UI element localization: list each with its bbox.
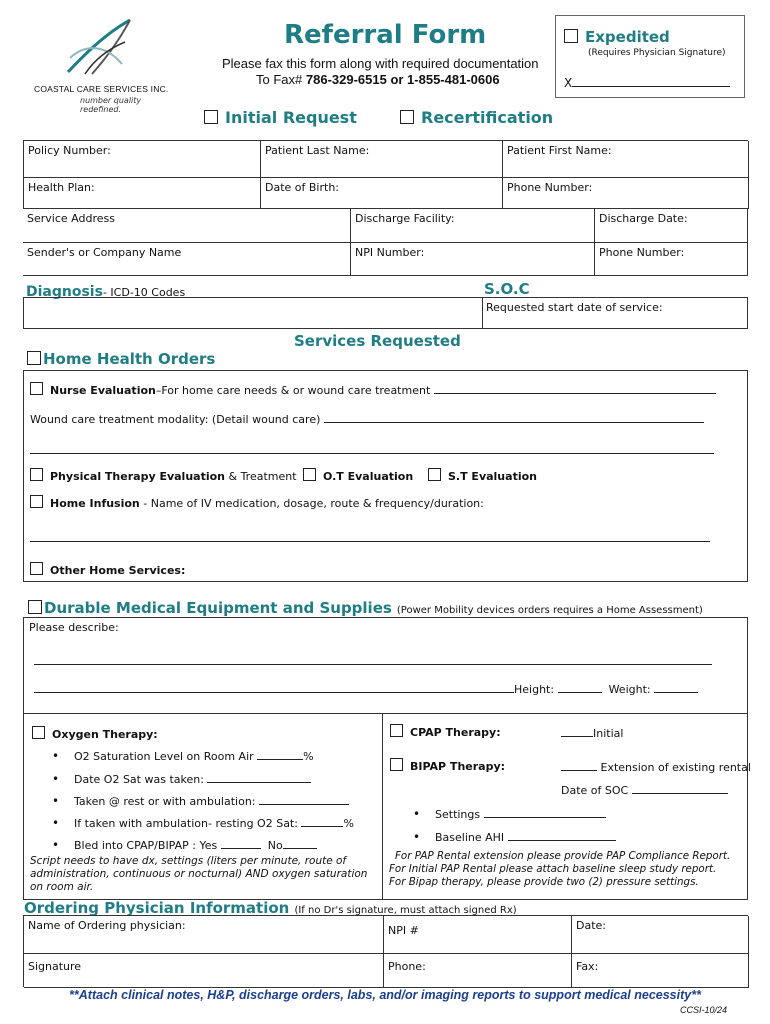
cpap-settings-field[interactable] [484,817,606,818]
cpap-therapy-label: CPAP Therapy: [410,726,501,739]
o2-room-air-label: O2 Saturation Level on Room Air [74,750,254,763]
cpap-settings-label: Settings [435,808,481,821]
height-label: Height: [514,683,555,696]
pap-notes [389,850,730,889]
o2-date-field[interactable] [207,782,311,783]
physician-name-label: Name of Ordering physician: [28,919,186,932]
company-tagline: number quality redefined. [80,96,142,114]
dme-heading [28,598,703,617]
recertification-label: Recertification [421,108,554,127]
expedited-option[interactable] [564,28,670,46]
policy-number-label: Policy Number: [28,144,111,157]
dme-describe-label: Please describe: [29,621,119,634]
discharge-date-field[interactable] [595,209,748,243]
expedited-box [555,15,745,98]
sender-info-table [23,208,748,275]
company-logo [30,14,170,114]
pap-note-1: For PAP Rental extension please provide PAP Compliance Report. [395,850,731,862]
baseline-ahi-label: Baseline AHI [435,831,505,844]
recertification-checkbox[interactable] [400,110,414,124]
fax-instructions: Please fax this form along with required documentation [222,56,539,71]
o2-room-air-percent: % [303,750,314,763]
expedited-label: Expedited [585,28,670,46]
oxygen-therapy-option[interactable] [32,726,158,741]
bipap-therapy-option[interactable] [390,758,505,773]
bled-no-field[interactable] [283,848,317,849]
cpap-extension-field[interactable] [561,770,597,771]
diagnosis-sub: - ICD-10 Codes [102,286,186,299]
home-infusion-option[interactable] [30,495,484,510]
logo-swirl-icon [30,14,170,84]
physical-therapy-option[interactable] [30,468,297,483]
date-soc-field[interactable] [632,793,728,794]
home-infusion-checkbox[interactable] [30,495,43,508]
physician-phone-field[interactable] [384,954,572,988]
policy-number-field[interactable] [24,141,261,178]
physical-therapy-desc: & Treatment [225,470,297,483]
patient-first-name-field[interactable] [503,141,749,178]
nurse-evaluation-line[interactable] [434,393,716,394]
therapy-box [23,714,751,900]
other-services-label: Other Home Services: [50,564,186,577]
home-health-box [23,370,748,582]
home-infusion-line[interactable] [30,541,710,542]
ot-evaluation-option[interactable] [303,468,413,483]
service-address-label: Service Address [27,212,115,225]
home-health-option[interactable] [27,350,215,368]
therapy-divider [382,714,383,900]
dme-note: (Power Mobility devices orders requires a Home Assessment) [396,605,703,616]
st-evaluation-label: S.T Evaluation [448,470,537,483]
bipap-therapy-checkbox[interactable] [390,758,403,771]
o2-date-item [74,773,311,786]
attach-notice: **Attach clinical notes, H&P, discharge orders, labs, and/or imaging reports to support medical necessity** [69,988,701,1002]
initial-request-checkbox[interactable] [204,110,218,124]
physician-fax-label: Fax: [576,960,599,973]
patient-last-name-field[interactable] [261,141,503,178]
weight-label: Weight: [608,683,651,696]
cpap-initial-item [561,727,623,740]
ot-evaluation-label: O.T Evaluation [323,470,414,483]
other-services-checkbox[interactable] [30,562,43,575]
home-infusion-desc: - Name of IV medication, dosage, route & frequency/duration: [139,497,484,510]
fax-number-line [256,72,500,87]
signature-x: X [564,76,573,90]
bled-yes-field[interactable] [221,848,261,849]
physician-title: Ordering Physician Information [24,899,290,917]
patient-phone-label: Phone Number: [507,181,593,194]
st-evaluation-checkbox[interactable] [428,468,441,481]
oxygen-therapy-label: Oxygen Therapy: [52,728,158,741]
sender-company-label: Sender's or Company Name [27,246,182,259]
oxygen-script-note: Script needs to have dx, settings (liters per minute, route of administration, continuous or nocturnal) AND oxygen saturation on room air. [30,855,368,893]
nurse-evaluation-desc: –For home care needs & or wound care treatment [155,384,431,397]
weight-field[interactable] [654,692,698,693]
home-health-checkbox[interactable] [27,351,41,365]
date-soc-item [561,784,728,797]
patient-phone-field[interactable] [503,178,749,209]
height-weight-row [34,683,698,696]
initial-request-label: Initial Request [225,108,357,127]
ot-evaluation-checkbox[interactable] [303,468,316,481]
diagnosis-label: Diagnosis [26,284,103,300]
expedited-note: (Requires Physician Signature) [588,48,726,58]
height-field[interactable] [558,692,602,693]
company-name: COASTAL CARE SERVICES INC. [34,84,169,94]
wound-care-label: Wound care treatment modality: (Detail wound care) [30,413,321,426]
physician-name-field[interactable] [24,916,384,954]
cpap-settings-item [435,808,606,821]
recertification-option[interactable] [400,108,553,127]
o2-room-air-item [74,750,314,763]
o2-rest-field[interactable] [259,804,349,805]
bled-cpap-item [74,839,317,852]
physician-phone-label: Phone: [388,960,426,973]
cpap-therapy-checkbox[interactable] [390,724,403,737]
o2-rest-label: Taken @ rest or with ambulation: [74,795,256,808]
pap-note-2: For Initial PAP Rental please attach baseline sleep study report. [389,863,717,875]
fax-numbers: 786-329-6515 or 1-855-481-0606 [305,72,500,87]
bipap-therapy-label: BIPAP Therapy: [410,760,506,773]
physician-npi-label: NPI # [388,924,419,937]
soc-start-field[interactable]: Requested start date of service: [486,301,663,314]
home-health-label: Home Health Orders [43,350,216,368]
o2-date-label: Date O2 Sat was taken: [74,773,204,786]
nurse-evaluation-label: Nurse Evaluation [50,384,156,397]
o2-ambulation-item [74,817,354,830]
physician-fax-field[interactable] [572,954,749,988]
services-heading: Services Requested [294,332,461,350]
physician-signature-field[interactable] [24,954,384,988]
cpap-initial-label: Initial [593,727,624,740]
home-infusion-label: Home Infusion [50,497,140,510]
cpap-extension-label: Extension of existing rental [600,761,751,774]
health-plan-field[interactable] [24,178,261,209]
nurse-evaluation-option[interactable] [30,382,716,397]
sender-phone-label: Phone Number: [599,246,685,259]
npi-number-field[interactable] [351,243,595,276]
page-title: Referral Form [284,20,487,50]
wound-care-line[interactable] [324,422,704,423]
cpap-therapy-option[interactable] [390,724,501,739]
dme-describe-line[interactable] [34,664,712,665]
discharge-facility-field[interactable] [351,209,595,243]
st-evaluation-option[interactable] [428,468,537,483]
dme-option[interactable] [28,599,392,617]
icd10-field[interactable] [24,298,483,328]
dme-title: Durable Medical Equipment and Supplies [44,599,392,617]
initial-request-option[interactable] [204,108,357,127]
dme-checkbox[interactable] [28,600,42,614]
physical-therapy-checkbox[interactable] [30,468,43,481]
wound-care-line-2[interactable] [30,453,714,454]
date-of-birth-label: Date of Birth: [265,181,340,194]
sender-phone-field[interactable] [595,243,748,276]
baseline-ahi-item [435,831,616,844]
o2-rest-item [74,795,349,808]
other-services-option[interactable] [30,562,185,577]
patient-last-name-label: Patient Last Name: [265,144,370,157]
wound-care-row [30,413,704,426]
physician-note: (If no Dr's signature, must attach signed Rx) [294,905,517,916]
o2-ambulation-percent: % [343,817,354,830]
form-code: CCSI-10/24 [680,1005,728,1015]
baseline-ahi-field[interactable] [508,840,616,841]
sender-company-field[interactable] [23,243,351,276]
physician-npi-field[interactable] [384,916,572,954]
bled-no-label: No [267,839,283,852]
date-soc-label: Date of SOC [561,784,629,797]
service-address-field[interactable] [23,209,351,243]
dme-describe-line-2[interactable] [34,692,514,693]
date-of-birth-field[interactable] [261,178,503,209]
physician-date-label: Date: [576,919,606,932]
pap-note-3: For Bipap therapy, please provide two (2) pressure settings. [389,876,699,888]
dme-box [23,617,748,714]
o2-room-air-field[interactable] [257,759,303,760]
patient-info-table [23,140,748,208]
soc-heading: S.O.C [484,280,530,298]
health-plan-label: Health Plan: [28,181,95,194]
nurse-evaluation-checkbox[interactable] [30,382,43,395]
diagnosis-soc-box [23,297,748,329]
cpap-initial-field[interactable] [561,736,593,737]
o2-ambulation-field[interactable] [301,826,343,827]
cpap-extension-item [561,761,751,774]
discharge-date-label: Discharge Date: [599,212,688,225]
patient-first-name-label: Patient First Name: [507,144,612,157]
bled-cpap-label: Bled into CPAP/BIPAP : Yes [74,839,218,852]
discharge-facility-label: Discharge Facility: [355,212,455,225]
physician-date-field[interactable] [572,916,749,954]
oxygen-therapy-checkbox[interactable] [32,726,45,739]
fax-prefix: To Fax# [256,72,303,87]
physical-therapy-label: Physical Therapy Evaluation [50,470,225,483]
npi-number-label: NPI Number: [355,246,425,259]
expedited-checkbox[interactable] [564,29,578,43]
o2-ambulation-label: If taken with ambulation- resting O2 Sat: [74,817,298,830]
physician-signature-label: Signature [28,960,82,973]
physician-table [23,915,748,987]
expedited-signature[interactable] [564,76,730,90]
